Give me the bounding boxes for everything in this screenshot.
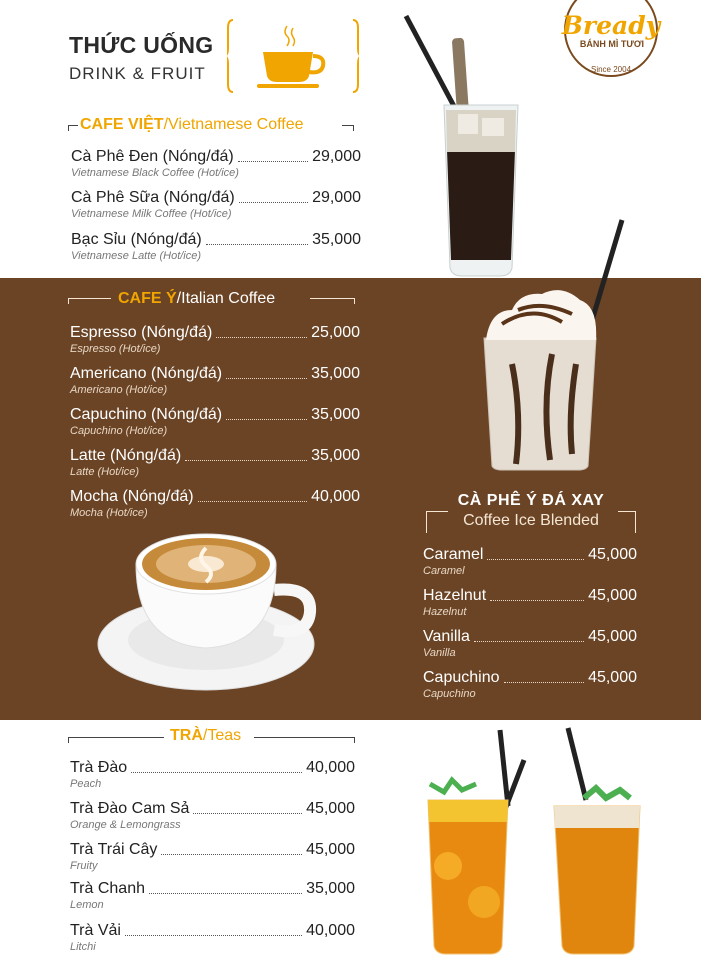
menu-item: Cà Phê Đen (Nóng/đá) 29,000 Vietnamese Black Coffee (Hot/ice) [71, 148, 361, 179]
frame-tick [68, 298, 69, 304]
menu-item: Hazelnut 45,000 Hazelnut [423, 587, 637, 618]
menu-item: Trà Đào 40,000 Peach [70, 759, 355, 790]
ice-blended-image [472, 214, 632, 472]
menu-item: Caramel 45,000 Caramel [423, 546, 637, 577]
logo-since: Since 2004 [590, 65, 632, 74]
menu-item: Espresso (Nóng/đá) 25,000 Espresso (Hot/ice) [70, 324, 360, 355]
menu-item: Trà Đào Cam Sả 45,000 Orange & Lemongrass [70, 800, 355, 831]
frame-tick [68, 125, 69, 131]
menu-subtitle: DRINK & FRUIT [69, 64, 206, 83]
menu-item: Capuchino 45,000 Capuchino [423, 669, 637, 700]
iced-tea-image [408, 726, 648, 958]
frame-tick [426, 511, 427, 533]
frame-tick [68, 737, 69, 743]
section-heading-vietnamese: CAFE VIỆT/Vietnamese Coffee [80, 116, 304, 133]
coffee-cup-icon [227, 16, 359, 96]
frame-line [618, 511, 636, 512]
menu-item: Americano (Nóng/đá) 35,000 Americano (Hot/ice) [70, 365, 360, 396]
latte-cup-image [96, 524, 318, 700]
logo-tagline: BÁNH MÌ TƯƠI [579, 39, 645, 49]
frame-tick [354, 298, 355, 304]
frame-line [68, 737, 164, 738]
menu-item: Trà Chanh 35,000 Lemon [70, 880, 355, 911]
section-heading-italian: CAFE Ý/Italian Coffee [118, 290, 276, 307]
frame-tick [353, 125, 354, 131]
menu-item: Trà Trái Cây 45,000 Fruity [70, 841, 355, 872]
menu-item: Cà Phê Sữa (Nóng/đá) 29,000 Vietnamese Milk Coffee (Hot/ice) [71, 189, 361, 220]
frame-tick [635, 511, 636, 533]
menu-item: Trà Vải 40,000 Litchi [70, 922, 355, 953]
frame-line [68, 298, 111, 299]
frame-line [68, 125, 78, 126]
menu-item: Mocha (Nóng/đá) 40,000 Mocha (Hot/ice) [70, 488, 360, 519]
menu-item: Latte (Nóng/đá) 35,000 Latte (Hot/ice) [70, 447, 360, 478]
section-heading-teas: TRÀ/Teas [170, 727, 242, 744]
frame-line [310, 298, 355, 299]
frame-tick [354, 737, 355, 743]
logo-brand: Bready [561, 11, 661, 40]
frame-line [426, 511, 448, 512]
menu-item: Vanilla 45,000 Vanilla [423, 628, 637, 659]
menu-item: Capuchino (Nóng/đá) 35,000 Capuchino (Hot/ice) [70, 406, 360, 437]
menu-item: Bạc Sỉu (Nóng/đá) 35,000 Vietnamese Latte (Hot/ice) [71, 231, 361, 262]
menu-title: THỨC UỐNG [69, 32, 214, 58]
section-heading-blended: CÀ PHÊ Ý ĐÁ XAY [457, 492, 605, 509]
frame-line [254, 737, 355, 738]
section-subheading-blended: Coffee Ice Blended [463, 512, 599, 529]
bready-logo [558, 0, 664, 82]
